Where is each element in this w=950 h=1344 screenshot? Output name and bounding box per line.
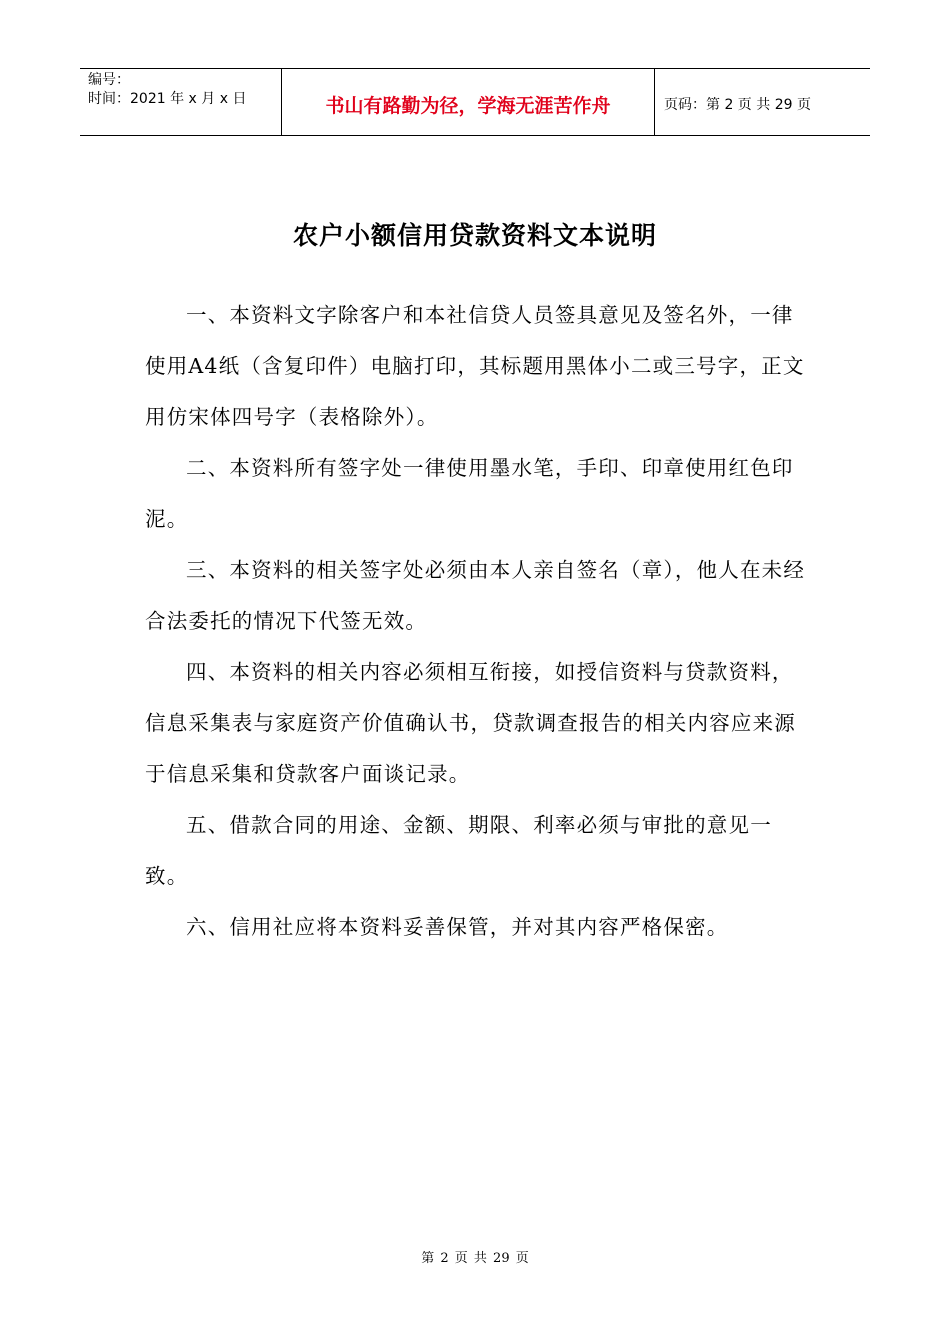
- document-title: 农户小额信用贷款资料文本说明: [292, 221, 657, 250]
- paragraph: 六、信用社应将本资料妥善保管，并对其内容严格保密。: [186, 915, 729, 939]
- document-date-label: 时间：2021 年 x 月 x 日: [88, 91, 247, 107]
- page-header: [80, 68, 870, 136]
- header-meta: [88, 71, 246, 109]
- document-body: [145, 290, 815, 953]
- page-footer: 第 2 页 共 29 页: [421, 1251, 529, 1266]
- header-divider-right: [654, 69, 655, 135]
- paragraph: 四、本资料的相关内容必须相互衔接，如授信资料与贷款资料，信息采集表与家庭资产价值确认书，贷款调查报告的相关内容应来源于信息采集和贷款客户面谈记录。: [145, 660, 796, 786]
- document-number-label: 编号：: [88, 72, 130, 88]
- paragraph: 二、本资料所有签字处一律使用墨水笔，手印、印章使用红色印泥。: [145, 456, 794, 531]
- paragraph: 三、本资料的相关签字处必须由本人亲自签名（章），他人在未经合法委托的情况下代签无效。: [145, 558, 806, 633]
- header-slogan: 书山有路勤为径，学海无涯苦作舟: [325, 95, 611, 117]
- paragraph: 五、借款合同的用途、金额、期限、利率必须与审批的意见一致。: [145, 813, 772, 888]
- paragraph: 一、本资料文字除客户和本社信贷人员签具意见及签名外，一律使用A4纸（含复印件）电脑打印，其标题用黑体小二或三号字，正文用仿宋体四号字（表格除外）。: [145, 303, 805, 429]
- header-page-info: 页码：第 2 页 共 29 页: [664, 97, 811, 113]
